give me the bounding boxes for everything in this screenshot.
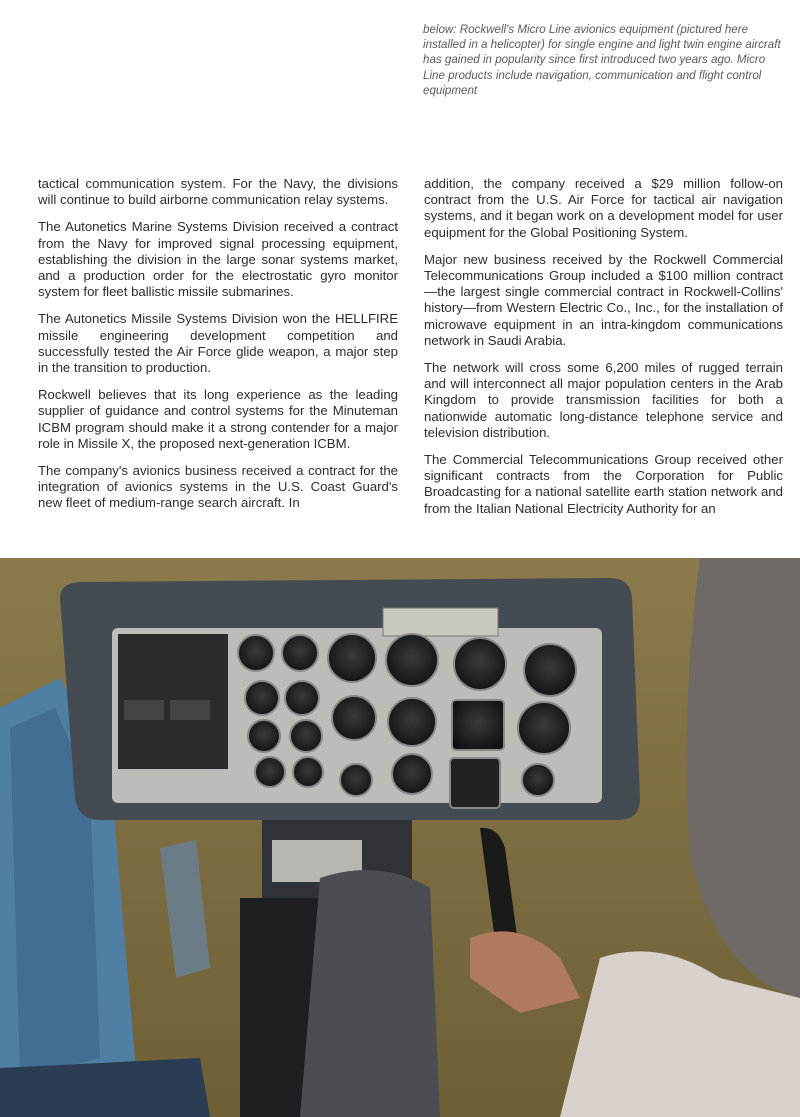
radio-unit — [383, 608, 498, 636]
paragraph: Rockwell believes that its long experience as the leading supplier of guidance and control systems for the Minuteman ICBM program should make it a strong contender for a major role in Missile X, the proposed next-generation ICBM. — [38, 387, 398, 451]
paragraph: The Commercial Telecommunications Group received other significant contracts from the Corporation for Public Broadcasting for a national satellite earth station network and from the Italian National Electricity Authority for an — [424, 452, 783, 516]
paragraph: addition, the company received a $29 million follow-on contract from the U.S. Air Force for tactical air navigation systems, and it began work on a development model for user equipment for the Global Positioning System. — [424, 176, 783, 240]
paragraph: Major new business received by the Rockwell Commercial Telecommunications Group included a $100 million contract—the largest single commercial contract in Rockwell-Collins' history—from Western Electric Co., Inc., for the installation of microwave equipment in an intra-kingdom communications network in Saudi Arabia. — [424, 251, 783, 348]
photo-caption: below: Rockwell's Micro Line avionics equipment (pictured here installed in a helicopter) for single engine and light twin engine aircraft has gained in popularity since first introduced two years ago. Micro Line products include navigation, communication and flight control equipment — [423, 23, 781, 97]
paragraph: The Autonetics Missile Systems Division won the HELLFIRE missile engineering development competition and successfully tested the Air Force glide weapon, a major step in the transition to production. — [38, 311, 398, 376]
paragraph: tactical communication system. For the Navy, the divisions will continue to build airborne communication relay systems. — [38, 176, 398, 208]
helicopter-cockpit-photo — [0, 558, 800, 1117]
paragraph: The company's avionics business received a contract for the integration of avionics systems in the U.S. Coast Guard's new fleet of medium-range search aircraft. In — [38, 463, 398, 511]
right-text-column — [424, 176, 783, 528]
radio-display — [170, 700, 210, 720]
foreground-seat — [0, 1058, 210, 1117]
pilot-legs — [300, 870, 440, 1117]
radio-display — [124, 700, 164, 720]
paragraph: The network will cross some 6,200 miles of rugged terrain and will interconnect all major population centers in the Arab Kingdom to provide transmission facilities for both a nationwide automatic long-distance telephone service and television distribution. — [424, 360, 783, 440]
paragraph: The Autonetics Marine Systems Division received a contract from the Navy for improved signal processing equipment, establishing the division in the large sonar systems market, and a production order for the electrostatic gyro monitor system for fleet ballistic missile submarines. — [38, 219, 398, 300]
left-text-column — [38, 176, 398, 523]
